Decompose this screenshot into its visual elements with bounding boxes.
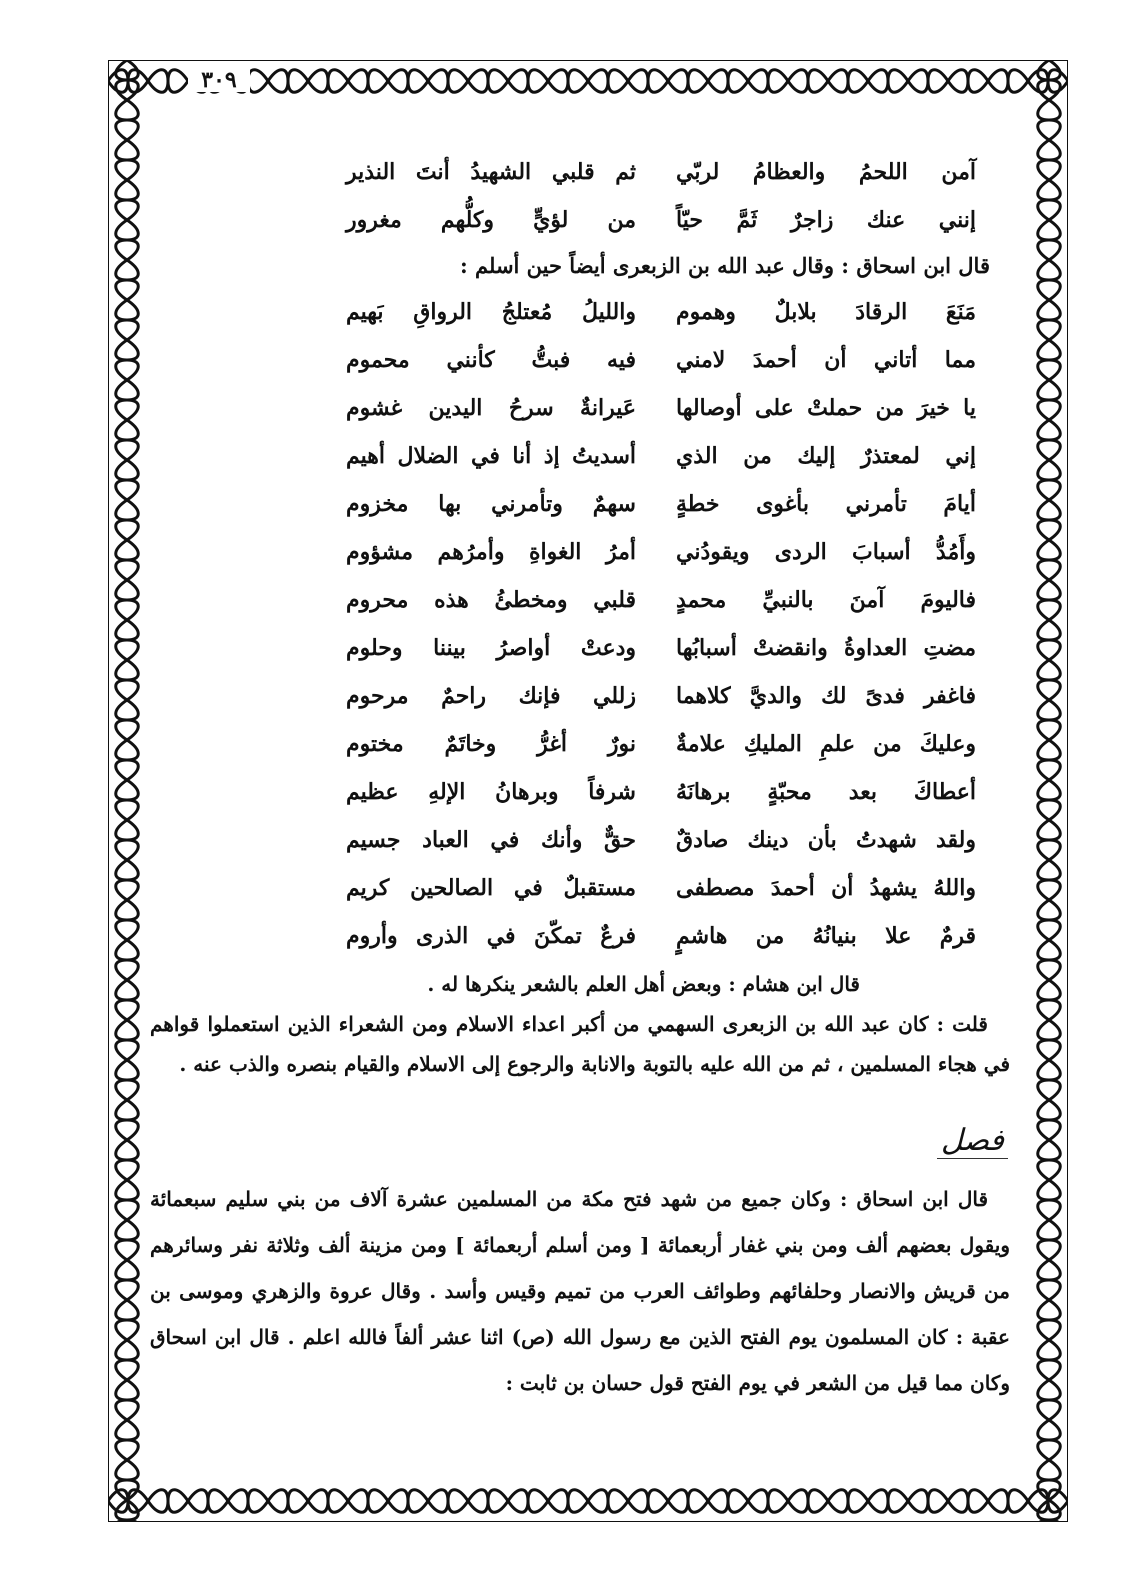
hemistich-first: واللهُ يشهدُ أن أحمدَ مصطفى xyxy=(676,875,976,901)
section-paragraph-block xyxy=(150,1176,1010,1406)
poem2-verse xyxy=(150,672,1010,720)
hemistich-first: مما أتاني أن أحمدَ لامني xyxy=(676,347,976,373)
poem2-verse xyxy=(150,480,1010,528)
poem2-verse xyxy=(150,288,1010,336)
hemistich-first: ولقد شهدتُ بأن دينك صادقٌ xyxy=(676,827,976,853)
hemistich-first: قرمٌ علا بنيانُهُ من هاشمٍ xyxy=(676,923,976,949)
poem2 xyxy=(150,288,1010,960)
hemistich-second: والليلُ مُعتلجُ الرواقِ بَهيم xyxy=(346,299,636,325)
hemistich-first: يا خيرَ من حملتْ على أوصالها xyxy=(676,395,976,421)
poem2-verse xyxy=(150,816,1010,864)
poem2-verse xyxy=(150,768,1010,816)
section-paragraph: قال ابن اسحاق : وكان جميع من شهد فتح مكة من المسلمين عشرة آلاف من بني سليم سبعمائة ويقول بعضهم ألف ومن بني غفار أربعمائة [ ومن أسلم أربعمائة ] ومن مزينة ألف وثلاثة نفر وسائرهم من قريش والانصار وحلفائهم وطوائف العرب من تميم وقيس وأسد . وقال عروة والزهري وموسى بن عقبة : كان المسلمون يوم الفتح الذين مع رسول الله (ص) اثنا عشر ألفاً فالله اعلم . قال ابن اسحاق وكان مما قيل من الشعر في يوم الفتح قول حسان بن ثابت : xyxy=(150,1187,1010,1395)
hemistich-first: أعطاكَ بعد محبّةٍ برهانَهُ xyxy=(676,779,976,805)
note-ibn-hisham: قال ابن هشام : وبعض أهل العلم بالشعر ينكرها له . xyxy=(427,972,860,996)
poem2-verse xyxy=(150,336,1010,384)
hemistich-first: آمن اللحمُ والعظامُ لربّي xyxy=(676,159,976,185)
hemistich-first: إنني عنك زاجرٌ ثَمَّ حيّاً xyxy=(676,207,976,233)
hemistich-second: فرعٌ تمكّنَ في الذرى وأروم xyxy=(346,923,636,949)
page-number: ٣٠٩ xyxy=(188,68,250,92)
poem2-verse xyxy=(150,432,1010,480)
poem2-verse xyxy=(150,576,1010,624)
hemistich-second: من لؤيٍّ وكلُّهم مغرور xyxy=(346,207,636,233)
hemistich-first: مضتِ العداوةُ وانقضتْ أسبابُها xyxy=(676,635,976,661)
hemistich-second: سهمٌ وتأمرني بها مخزوم xyxy=(346,491,636,517)
hemistich-first: وأَمُدُّ أسبابَ الردى ويقودُني xyxy=(676,539,976,565)
page-content xyxy=(150,148,1010,1406)
ornamental-border-right xyxy=(1030,60,1068,1522)
poem1-verse-2 xyxy=(150,196,1010,244)
hemistich-first: فاليومَ آمنَ بالنبيِّ محمدٍ xyxy=(676,587,976,613)
hemistich-second: أسديتُ إذ أنا في الضلال أهيم xyxy=(346,443,636,469)
poem2-verse xyxy=(150,528,1010,576)
section-heading xyxy=(150,1106,1010,1176)
hemistich-second: قلبي ومخطئُ هذه محروم xyxy=(346,587,636,613)
hemistich-second: ودعتْ أواصرُ بيننا وحلوم xyxy=(346,635,636,661)
hemistich-second: نورٌ أغرُّ وخاتَمٌ مختوم xyxy=(346,731,636,757)
hemistich-second: فيه فبتُّ كأنني محموم xyxy=(346,347,636,373)
notes-block xyxy=(150,964,1010,1084)
hemistich-first: فاغفر فدىً لك والديَّ كلاهما xyxy=(676,683,976,709)
ornamental-border-left xyxy=(108,60,146,1522)
hemistich-second: مستقبلٌ في الصالحين كريم xyxy=(346,875,636,901)
hemistich-second: ثم قلبي الشهيدُ أنتَ النذير xyxy=(346,159,636,185)
hemistich-second: زللي فإنك راحمٌ مرحوم xyxy=(346,683,636,709)
hemistich-second: أمرُ الغواةِ وأمرُهم مشؤوم xyxy=(346,539,636,565)
hemistich-second: شرفاً وبرهانُ الإلهِ عظيم xyxy=(346,779,636,805)
note-author: قلت : كان عبد الله بن الزبعرى السهمي من أكبر اعداء الاسلام ومن الشعراء الذين استعملوا قواهم في هجاء المسلمين ، ثم من الله عليه بالتوبة والانابة والرجوع إلى الاسلام والقيام بنصره والذب عنه . xyxy=(150,1012,1010,1076)
section-heading-text: فصل xyxy=(937,1123,1008,1159)
hemistich-first: وعليكَ من علمِ المليكِ علامةٌ xyxy=(676,731,976,757)
poem2-verse xyxy=(150,912,1010,960)
ornamental-border-bottom xyxy=(108,1482,1068,1520)
hemistich-first: مَنَعَ الرقادَ بلابلٌ وهموم xyxy=(676,299,976,325)
hemistich-second: حقٌّ وأنك في العباد جسيم xyxy=(346,827,636,853)
hemistich-first: إني لمعتذرٌ إليك من الذي xyxy=(676,443,976,469)
poem2-verse xyxy=(150,384,1010,432)
ornamental-border-top xyxy=(108,62,1068,100)
poem2-verse xyxy=(150,720,1010,768)
poem2-verse xyxy=(150,864,1010,912)
poem1-verse-1 xyxy=(150,148,1010,196)
hemistich-first: أيامَ تأمرني بأغوى خطةٍ xyxy=(676,491,976,517)
poem2-intro: قال ابن اسحاق : وقال عبد الله بن الزبعرى أيضاً حين أسلم : xyxy=(459,253,990,278)
hemistich-second: عَيرانةٌ سرحُ اليدين غشوم xyxy=(346,395,636,421)
poem2-verse xyxy=(150,624,1010,672)
